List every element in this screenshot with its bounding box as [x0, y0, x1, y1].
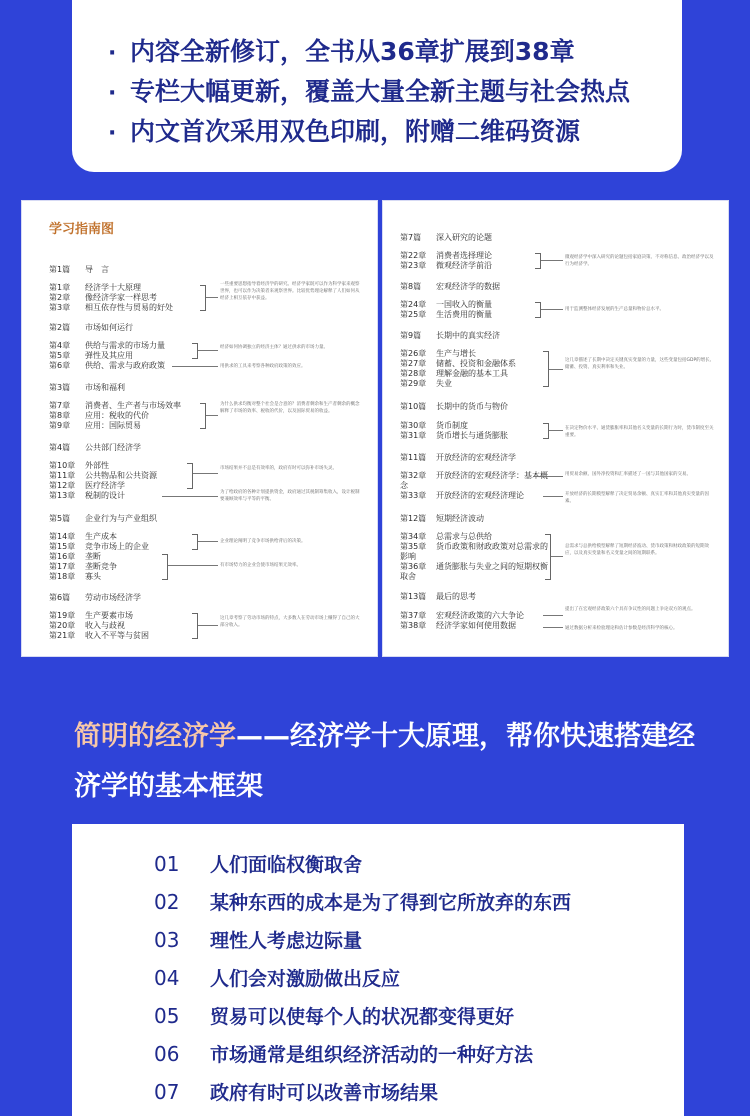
chapter-row: 第1章 经济学十大原理	[49, 283, 141, 292]
principle-text: 人们会对激励做出反应	[210, 968, 401, 990]
part-description: 有市场势力的企业会使市场结果无效率。	[220, 563, 301, 568]
chapter-row: 第3章 相互依存性与贸易的好处	[49, 303, 173, 312]
chapter-row: 第32章 开放经济的宏观经济学：基本概念	[400, 471, 548, 490]
part-description: 这几章考察了劳动市场的特点，大多数人在劳动市场上赚得了自己的大部分收入。	[220, 616, 360, 628]
part-description: 经济如何协调独立的经济主体？通过供求的市场力量。	[220, 345, 328, 350]
leader-line	[198, 625, 218, 626]
bracket	[192, 343, 198, 359]
principle-number: 01	[154, 852, 180, 876]
bracket	[535, 302, 541, 318]
part-heading: 第3篇 市场和福利	[49, 383, 125, 392]
principle-item	[154, 964, 400, 991]
principle-item	[154, 926, 362, 953]
feature-item	[108, 32, 575, 68]
guide-title: 学习指南图	[49, 222, 115, 237]
chapter-row: 第31章 货币增长与通货膨胀	[400, 431, 508, 440]
principle-text: 理性人考虑边际量	[210, 930, 363, 952]
chapter-row: 第20章 收入与歧视	[49, 621, 125, 630]
chapter-row: 第10章 外部性	[49, 461, 109, 470]
bracket	[543, 423, 549, 439]
feature-text: 专栏大幅更新，覆盖大量全新主题与社会热点	[130, 77, 631, 106]
part-description: 用于监测整体经济发展的生产总量和物价总水平。	[565, 307, 664, 312]
part-description: 开放经济的长期模型解释了决定贸易余额、真实汇率和其他真实变量的因素。	[565, 492, 709, 504]
leader-line	[206, 415, 218, 416]
chapter-row: 第2章 像经济学家一样思考	[49, 293, 157, 302]
chapter-row: 第28章 理解金融的基本工具	[400, 369, 508, 378]
part-description: 市场结果并不总是有效率的，政府有时可以弥补市场失灵。	[220, 466, 337, 471]
chapter-row: 第6章 供给、需求与政府政策	[49, 361, 165, 370]
part-heading: 第4篇 公共部门经济学	[49, 443, 141, 452]
chapter-row: 第25章 生活费用的衡量	[400, 310, 492, 319]
study-guide-page-left	[22, 201, 377, 656]
leader-line	[549, 369, 563, 370]
leader-line	[551, 556, 563, 557]
feature-item	[108, 112, 580, 148]
chapter-row: 第36章 通货膨胀与失业之间的短期权衡取舍	[400, 562, 548, 581]
chapter-row: 第38章 经济学家如何使用数据	[400, 621, 516, 630]
chapter-row: 第35章 货币政策和财政政策对总需求的影响	[400, 542, 548, 561]
bullet-dot: ·	[108, 41, 117, 66]
chapter-row: 第34章 总需求与总供给	[400, 532, 492, 541]
part-description: 微观经济学中深入研究的论题包括家庭决策、不对称信息、政治经济学以及行为经济学。	[565, 255, 714, 267]
chapter-row: 第18章 寡头	[49, 572, 101, 581]
part-description: 总需求与总供给模型解释了短期经济波动、货币政策和财政政策的短期效应，以及真实变量和名义变量之间的短期联系。	[565, 544, 709, 556]
part-heading: 第12篇 短期经济波动	[400, 514, 484, 523]
bracket	[535, 253, 541, 269]
chapter-row: 第33章 开放经济的宏观经济理论	[400, 491, 524, 500]
leader-line	[206, 297, 218, 298]
principle-item	[154, 850, 362, 877]
principle-text: 政府有时可以改善市场结果	[210, 1082, 439, 1104]
part-description: 这几章描述了长期中决定关键真实变量的力量，这些变量包括GDP的增长、储蓄、投资、真实利率和失业。	[565, 358, 715, 370]
part-heading: 第10篇 长期中的货币与物价	[400, 402, 508, 411]
chapter-row: 第22章 消费者选择理论	[400, 251, 492, 260]
principle-item	[154, 1040, 533, 1067]
principle-number: 05	[154, 1004, 180, 1028]
bracket	[192, 534, 198, 550]
chapter-row: 第21章 收入不平等与贫困	[49, 631, 149, 640]
bracket	[187, 463, 193, 489]
part-description: 用供求的工具来考察各种政府政策的效应。	[220, 364, 306, 369]
chapter-row: 第11章 公共物品和公共资源	[49, 471, 157, 480]
bullet-dot: ·	[108, 121, 117, 146]
part-description: 提出了在宏观经济政策六个具有争议性的问题上争论双方的观点。	[565, 607, 696, 612]
section-headline	[74, 712, 704, 812]
chapter-row: 第8章 应用：税收的代价	[49, 411, 149, 420]
principle-text: 贸易可以使每个人的状况都变得更好	[210, 1006, 515, 1028]
principle-number: 04	[154, 966, 180, 990]
part-description: 一些重要思想指导着经济学的研究。经济学家既可以作为科学家来观察世界，也可以作为决策者来观察世界。比较优势理论解释了人们如何从经济上相互依存中获益。	[220, 282, 360, 301]
study-guide-page-right	[383, 201, 728, 656]
headline-text: ——经济学十大原理，帮你快速搭建经济学的基本框架	[74, 721, 695, 802]
principle-number: 02	[154, 890, 180, 914]
leader-line	[168, 565, 218, 566]
part-heading: 第6篇 劳动市场经济学	[49, 593, 141, 602]
chapter-row: 第7章 消费者、生产者与市场效率	[49, 401, 181, 410]
part-description: 为了给政府的各种计划提供资金，政府通过其税制筹集收入，设计税制要兼顾效率与平等的平衡。	[220, 490, 360, 502]
part-heading: 第13篇 最后的思考	[400, 592, 476, 601]
part-description: 为什么供求均衡对整个社会是合意的？消费者剩余和生产者剩余的概念解释了市场的效率、税收的代价，以及国际贸易的收益。	[220, 402, 360, 414]
part-description: 用贸易余额、国外净投资和汇率描述了一国与其他国家的交易。	[565, 472, 691, 477]
part-heading: 第11篇 开放经济的宏观经济学	[400, 453, 516, 462]
bracket	[162, 554, 168, 580]
bracket	[200, 403, 206, 429]
leader-line	[543, 615, 563, 616]
principle-number: 07	[154, 1080, 180, 1104]
principles-card	[72, 824, 684, 1116]
leader-line	[543, 496, 563, 497]
leader-line	[198, 350, 218, 351]
chapter-row: 第16章 垄断	[49, 552, 101, 561]
bullet-dot: ·	[108, 81, 117, 106]
bracket	[192, 613, 198, 639]
chapter-row: 第13章 税制的设计	[49, 491, 125, 500]
principle-text: 某种东西的成本是为了得到它所放弃的东西	[210, 892, 572, 914]
part-heading: 第5篇 企业行为与产业组织	[49, 514, 157, 523]
feature-text: 内文首次采用双色印刷，附赠二维码资源	[130, 117, 581, 146]
principle-text: 市场通常是组织经济活动的一种好方法	[210, 1044, 534, 1066]
principle-number: 03	[154, 928, 180, 952]
feature-text: 内容全新修订，全书从36章扩展到38章	[130, 37, 575, 66]
feature-card	[72, 0, 682, 172]
leader-line	[533, 476, 563, 477]
part-heading: 第1篇 导 言	[49, 265, 109, 274]
chapter-row: 第26章 生产与增长	[400, 349, 476, 358]
bracket	[545, 534, 551, 580]
principle-text: 人们面临权衡取舍	[210, 854, 363, 876]
leader-line	[543, 627, 563, 628]
leader-line	[193, 473, 218, 474]
leader-line	[541, 309, 563, 310]
chapter-row: 第19章 生产要素市场	[49, 611, 133, 620]
leader-line	[541, 260, 563, 261]
chapter-row: 第30章 货币制度	[400, 421, 468, 430]
chapter-row: 第14章 生产成本	[49, 532, 117, 541]
chapter-row: 第29章 失业	[400, 379, 452, 388]
part-description: 通过数据分析来检验理论和估计参数是经济科学的核心。	[565, 626, 678, 631]
principle-item	[154, 1078, 438, 1105]
leader-line	[162, 496, 218, 497]
chapter-row: 第5章 弹性及其应用	[49, 351, 133, 360]
chapter-row: 第27章 储蓄、投资和金融体系	[400, 359, 516, 368]
part-heading: 第7篇 深入研究的论题	[400, 233, 492, 242]
feature-item	[108, 72, 630, 108]
chapter-row: 第17章 垄断竞争	[49, 562, 117, 571]
leader-line	[172, 366, 218, 367]
principle-number: 06	[154, 1042, 180, 1066]
part-heading: 第2篇 市场如何运行	[49, 323, 133, 332]
principle-item	[154, 1002, 514, 1029]
bracket	[200, 285, 206, 311]
chapter-row: 第9章 应用：国际贸易	[49, 421, 141, 430]
part-heading: 第9篇 长期中的真实经济	[400, 331, 500, 340]
part-heading: 第8篇 宏观经济学的数据	[400, 282, 500, 291]
leader-line	[549, 430, 563, 431]
chapter-row: 第12章 医疗经济学	[49, 481, 125, 490]
chapter-row: 第4章 供给与需求的市场力量	[49, 341, 165, 350]
chapter-row: 第24章 一国收入的衡量	[400, 300, 492, 309]
principle-item	[154, 888, 571, 915]
headline-highlight: 简明的经济学	[74, 721, 236, 752]
chapter-row: 第37章 宏观经济政策的六大争论	[400, 611, 524, 620]
chapter-row: 第15章 竞争市场上的企业	[49, 542, 149, 551]
chapter-row: 第23章 微观经济学前沿	[400, 261, 492, 270]
leader-line	[198, 541, 218, 542]
part-description: 企业理论阐明了竞争市场供给背后的决策。	[220, 539, 306, 544]
part-description: 在决定物价水平、通货膨胀率和其他名义变量的长期行为时，货币制度至关重要。	[565, 426, 714, 438]
